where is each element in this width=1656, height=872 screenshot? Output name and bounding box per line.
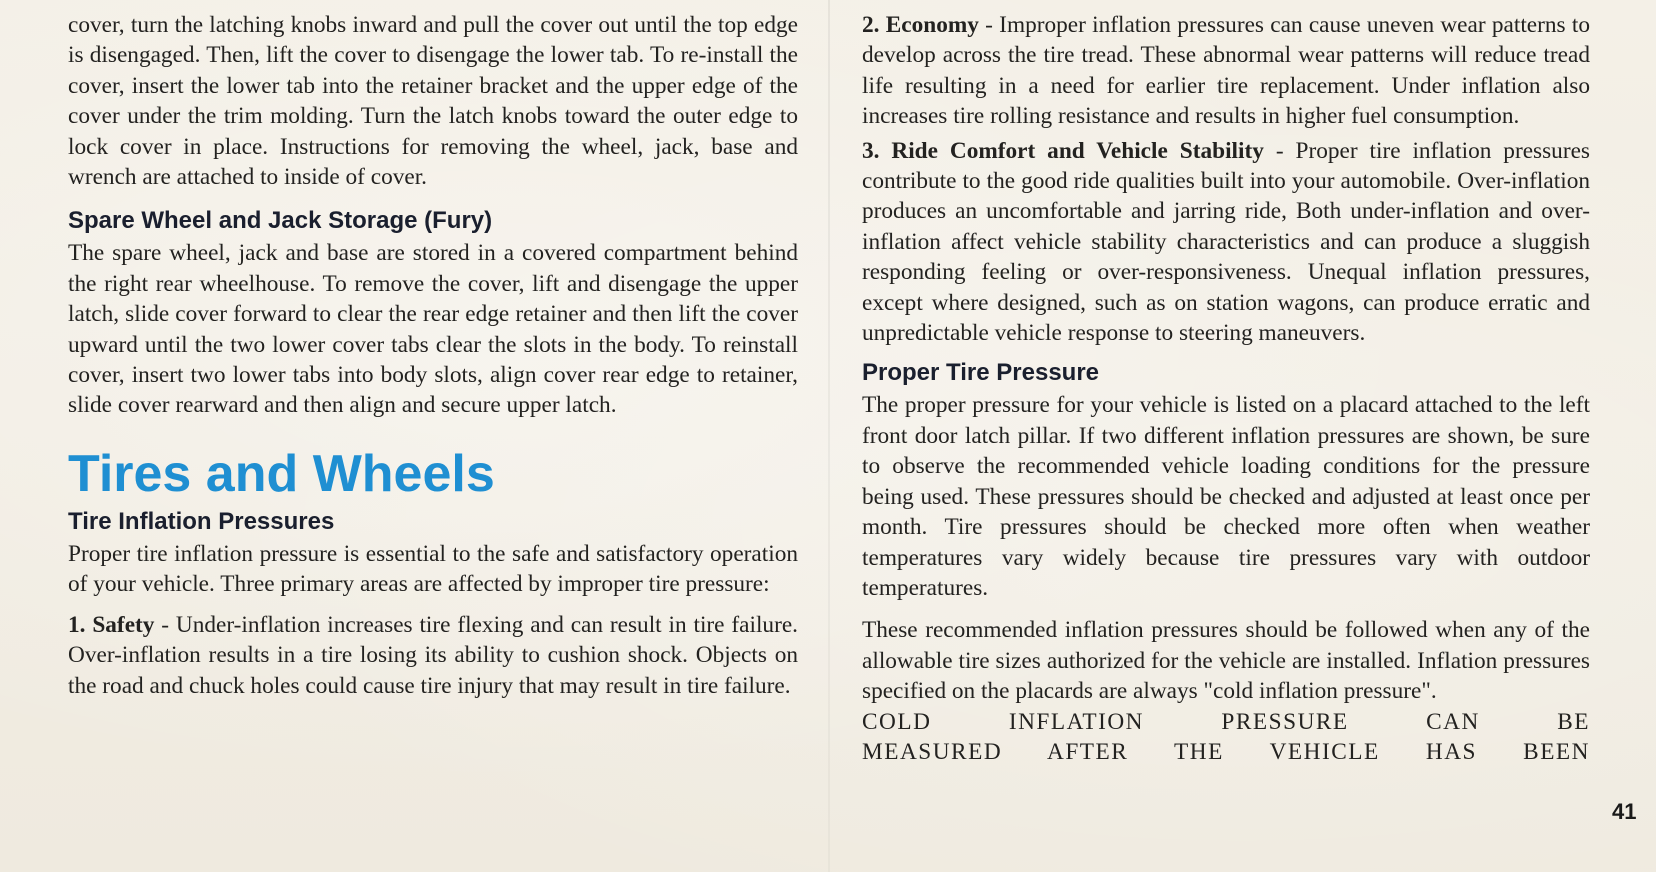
cover-instructions-paragraph: cover, turn the latching knobs inward and pull the cover out until the top edge is disengaged. Then, lift the cover to disengage the lower tab. To re-install the cover, insert the lower tab into the retainer bracket and the upper edge of the cover under the trim molding. Turn the latch knobs toward the outer edge to lock cover in place. Instructions for removing the wheel, jack, base and wrench are attached to inside of cover. — [68, 12, 798, 191]
ride-comfort-text: - Proper tire inflation pressures contribute to the good ride qualities built into your automobile. Over-inflation produces an uncomfortable and jarring ride, Both under-inflation and over-inflation affect vehicle stability characteristics and can produce a sluggish responding feeling or over-responsiveness. Unequal inflation pressures, except where designed, such as on station wagons, can produce erratic and unpredictable vehicle response to steering maneuvers. — [862, 137, 1590, 347]
tire-inflation-paragraph: Proper tire inflation pressure is essential to the safe and satisfactory operation of your vehicle. Three primary areas are affected by improper tire pressure: — [68, 540, 798, 598]
economy-text: - Improper inflation pressures can cause uneven wear patterns to develop across the tire tread. These abnormal wear patterns will reduce tread life resulting in a need for earlier tire replacement. Under inflation also increases tire rolling resistance and results in higher fuel consumption. — [862, 12, 1590, 130]
spare-wheel-heading: Spare Wheel and Jack Storage (Fury) — [68, 207, 493, 235]
cold-inflation-caps-line-2: MEASURED AFTER THE VEHICLE HAS BEEN — [862, 738, 1590, 765]
proper-tire-pressure-heading: Proper Tire Pressure — [862, 359, 1100, 387]
ride-comfort-paragraph — [862, 136, 1590, 349]
economy-label: 2. Economy — [862, 12, 979, 38]
page-number: 41 — [1612, 799, 1637, 824]
recommended-pressures-paragraph: These recommended inflation pressures should be followed when any of the allowable tire sizes authorized for the vehicle are installed. Inflation pressures specified on the placards are always "cold inflation pressure". — [862, 617, 1590, 705]
economy-paragraph — [862, 10, 1590, 132]
section-title: Tires and Wheels — [68, 444, 495, 503]
safety-paragraph — [68, 610, 798, 701]
right-column — [862, 10, 1590, 767]
cold-inflation-caps-line-1: COLD INFLATION PRESSURE CAN BE — [862, 708, 1590, 735]
proper-pressure-paragraph: The proper pressure for your vehicle is listed on a placard attached to the left front door latch pillar. If two different inflation pressures are shown, be sure to observe the recommended vehicle loading conditions for the pressure being used. These pressures should be checked and adjusted at least once per month. Tire pressures should be checked more often when weather temperatures vary widely because tire pressures vary with outdoor temperatures. — [862, 392, 1590, 601]
left-column — [68, 10, 798, 701]
spare-wheel-paragraph: The spare wheel, jack and base are stored in a covered compartment behind the right rear wheelhouse. To remove the cover, lift and disengage the upper latch, slide cover forward to clear the rear edge retainer and then lift the cover upward until the two lower cover tabs clear the slots in the body. To reinstall cover, insert two lower tabs into body slots, align cover rear edge to retainer, slide cover rearward and then align and secure upper latch. — [68, 240, 798, 419]
ride-comfort-label: 3. Ride Comfort and Vehicle Stability — [862, 137, 1264, 164]
page-gutter — [828, 0, 830, 872]
tire-inflation-heading: Tire Inflation Pressures — [68, 507, 335, 535]
safety-label: 1. Safety — [68, 611, 155, 638]
safety-text: - Under-inflation increases tire flexing and can result in tire failure. Over-inflation results in a tire losing its ability to cushion shock. Objects on the road and chuck holes could cause tire injury that may result in tire failure. — [68, 611, 798, 699]
